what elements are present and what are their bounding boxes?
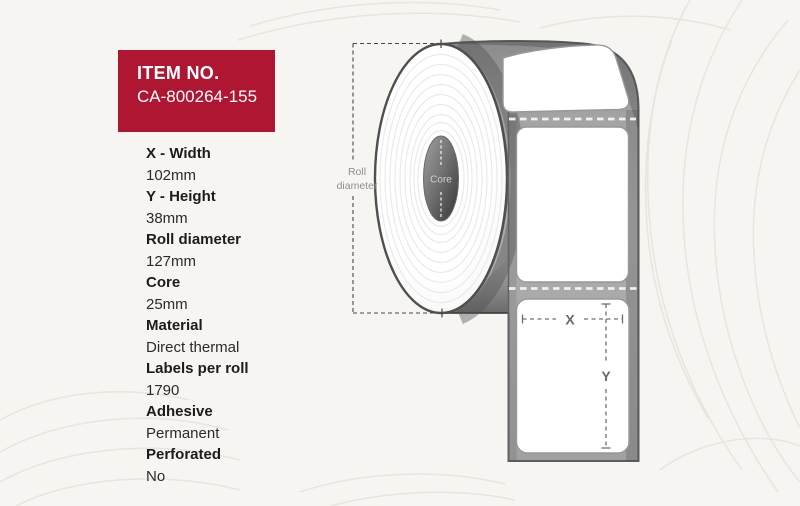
spec-item — [146, 447, 249, 485]
roll-diameter-label-line2: diameter — [336, 180, 378, 192]
spec-item — [146, 361, 249, 399]
spec-value: Direct thermal — [146, 339, 240, 356]
core-label: Core — [430, 174, 452, 186]
roll-diameter-label-line1: Roll — [347, 166, 367, 178]
spec-list — [146, 146, 249, 490]
spec-value: 25mm — [146, 296, 188, 313]
item-number-heading: ITEM NO. — [137, 63, 220, 83]
spec-value: 1790 — [146, 382, 180, 399]
spec-label: Material — [146, 317, 203, 334]
spec-label: Labels per roll — [146, 360, 249, 377]
spec-item — [146, 232, 249, 270]
spec-value: Permanent — [146, 425, 220, 442]
spec-item — [146, 318, 249, 356]
spec-value: No — [146, 468, 166, 485]
roll-face — [375, 44, 507, 313]
spec-label: Roll diameter — [146, 231, 242, 248]
spec-label: Adhesive — [146, 403, 213, 420]
spec-label: Core — [146, 274, 181, 291]
spec-value: 102mm — [146, 167, 197, 184]
spec-value: 38mm — [146, 210, 188, 227]
item-number-value: CA-800264-155 — [137, 87, 258, 106]
spec-item — [146, 404, 249, 442]
spec-label: Perforated — [146, 446, 222, 463]
label-strip — [503, 45, 638, 461]
spec-item — [146, 275, 249, 313]
spec-item — [146, 146, 249, 184]
label-top — [503, 45, 629, 112]
spec-label: Y - Height — [146, 188, 216, 205]
label-middle — [517, 127, 629, 282]
x-dimension-label: X — [565, 311, 575, 328]
item-number-card — [118, 50, 275, 132]
spec-item — [146, 189, 249, 227]
spec-label: X - Width — [146, 145, 211, 162]
y-dimension-label: Y — [601, 368, 611, 384]
spec-value: 127mm — [146, 253, 197, 270]
